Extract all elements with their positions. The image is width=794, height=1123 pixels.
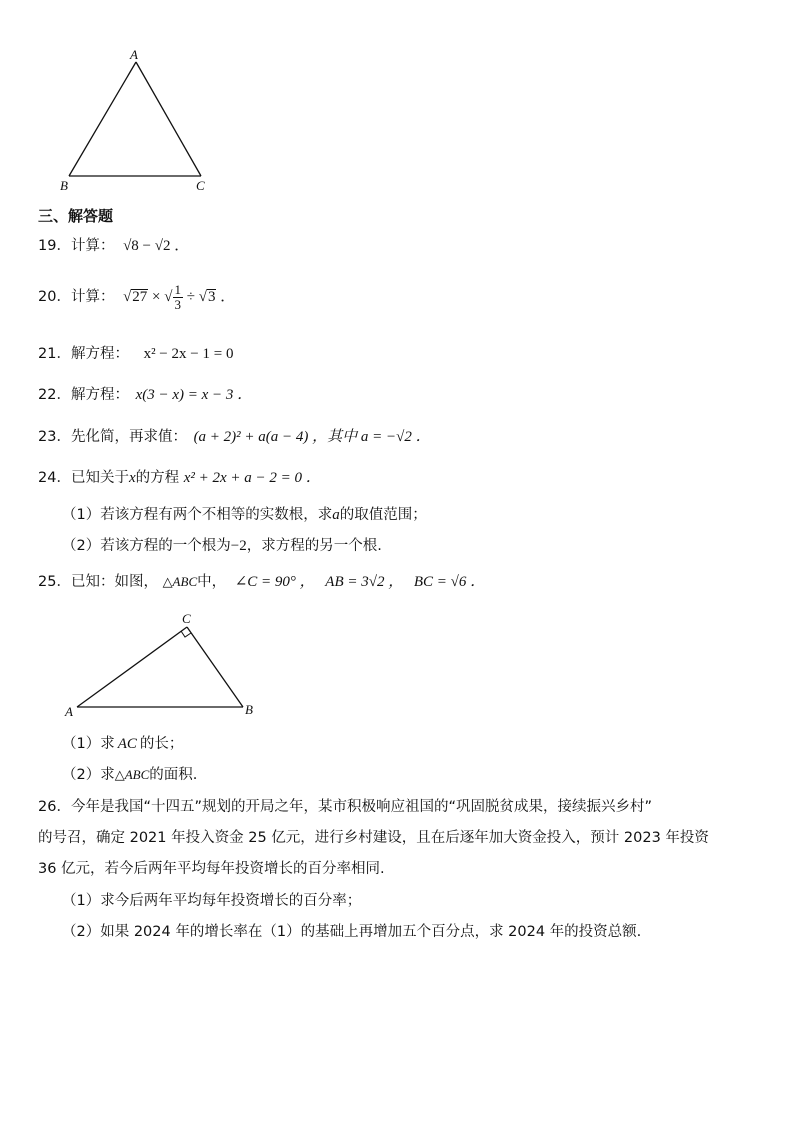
question-number: 22． [38, 387, 71, 403]
question-24 [38, 466, 321, 487]
question-19 [38, 234, 189, 255]
question-text: 已知关于 [70, 470, 129, 486]
triangle-side-ac [77, 627, 187, 707]
variable-x: x [128, 470, 136, 486]
vertex-label-b: B [245, 702, 253, 717]
question-25-part-2 [62, 763, 197, 784]
part-text: 的面积. [149, 767, 198, 783]
question-number: 19． [38, 238, 71, 254]
fraction-numerator: 1 [174, 282, 181, 297]
part-text: （1）求 [62, 736, 115, 752]
question-23 [38, 425, 431, 446]
section-heading: 三、解答题 [38, 207, 114, 225]
part-text: ，求方程的另一个根. [246, 538, 382, 554]
math-expression: √27 × √ $\frac{1}{3}$ ÷ √3 ． [123, 282, 236, 312]
question-number: 23． [38, 429, 71, 445]
triangle-figure [55, 44, 215, 194]
question-text: 解方程： [70, 387, 129, 403]
vertex-label-c: C [196, 178, 205, 193]
question-26-part-1: （1）求今后两年平均每年投资增长的百分率； [62, 893, 362, 909]
question-number: 24． [38, 470, 71, 486]
question-number: 25． [38, 574, 71, 590]
math-expression: x² + 2x + a − 2 = 0 ． [183, 470, 321, 486]
math-expression: x(3 − x) = x − 3 ． [135, 387, 253, 403]
part-text: 的取值范围； [339, 507, 427, 523]
question-text: 先化简，再求值： [70, 429, 187, 445]
math-value: −2 [230, 538, 247, 554]
question-26-line-2: 的号召，确定 2021 年投入资金 25 亿元，进行乡村建设，且在后逐年加大资金投入，预计 2023 年投资 [38, 830, 709, 846]
question-26-part-2: （2）如果 2024 年的增长率在（1）的基础上再增加五个百分点，求 2024 年的投资总额. [62, 924, 642, 940]
question-text: 解方程： [70, 346, 129, 362]
variable-a: a [332, 507, 340, 523]
vertex-label-c: C [182, 611, 191, 626]
fraction-denominator: 3 [174, 297, 181, 312]
math-expression: √8 − √2 ． [123, 238, 190, 254]
segment-ac: AC [117, 736, 137, 752]
question-25-part-1 [62, 732, 183, 753]
triangle-name: △ABC [114, 767, 150, 782]
triangle-side-ac [136, 62, 201, 176]
part-text: 的长； [139, 736, 184, 752]
right-triangle-figure [60, 610, 270, 722]
vertex-label-a: A [130, 47, 138, 62]
question-22 [38, 383, 252, 404]
question-text: 计算： [70, 238, 115, 254]
bc-condition: BC = √6 ． [413, 574, 486, 590]
part-text: （1）若该方程有两个不相等的实数根，求 [62, 507, 333, 523]
question-24-part-1 [62, 503, 427, 524]
question-text: 已知：如图， [70, 574, 158, 590]
question-24-part-2 [62, 534, 382, 555]
question-text: 中， [197, 574, 227, 590]
angle-condition: ∠C = 90° ， [234, 574, 315, 590]
question-text: 计算： [70, 288, 115, 305]
question-20 [38, 283, 235, 312]
question-26-line-3: 36 亿元，若今后两年平均每年投资增长的百分率相同. [38, 861, 385, 877]
right-angle-marker [181, 631, 191, 637]
question-number: 21． [38, 346, 71, 362]
question-21 [38, 342, 233, 363]
part-text: （2）若该方程的一个根为 [62, 538, 231, 554]
question-text: 的方程 [135, 470, 180, 486]
triangle-side-cb [187, 627, 243, 707]
triangle-side-ab [69, 62, 136, 176]
question-26-line-1: 26．今年是我国“十四五”规划的开局之年，某市积极响应祖国的“巩固脱贫成果，接续振兴乡村” [38, 799, 652, 815]
vertex-label-a: A [65, 704, 73, 719]
question-number: 20． [38, 288, 71, 305]
part-text: （2）求 [62, 767, 115, 783]
triangle-name: △ABC [162, 574, 198, 589]
math-expression: x² − 2x − 1 = 0 [143, 346, 234, 362]
math-expression: (a + 2)² + a(a − 4) ，其中 a = −√2 ． [193, 429, 431, 445]
question-25 [38, 570, 485, 591]
ab-condition: AB = 3√2 ， [325, 574, 404, 590]
vertex-label-b: B [60, 178, 68, 193]
